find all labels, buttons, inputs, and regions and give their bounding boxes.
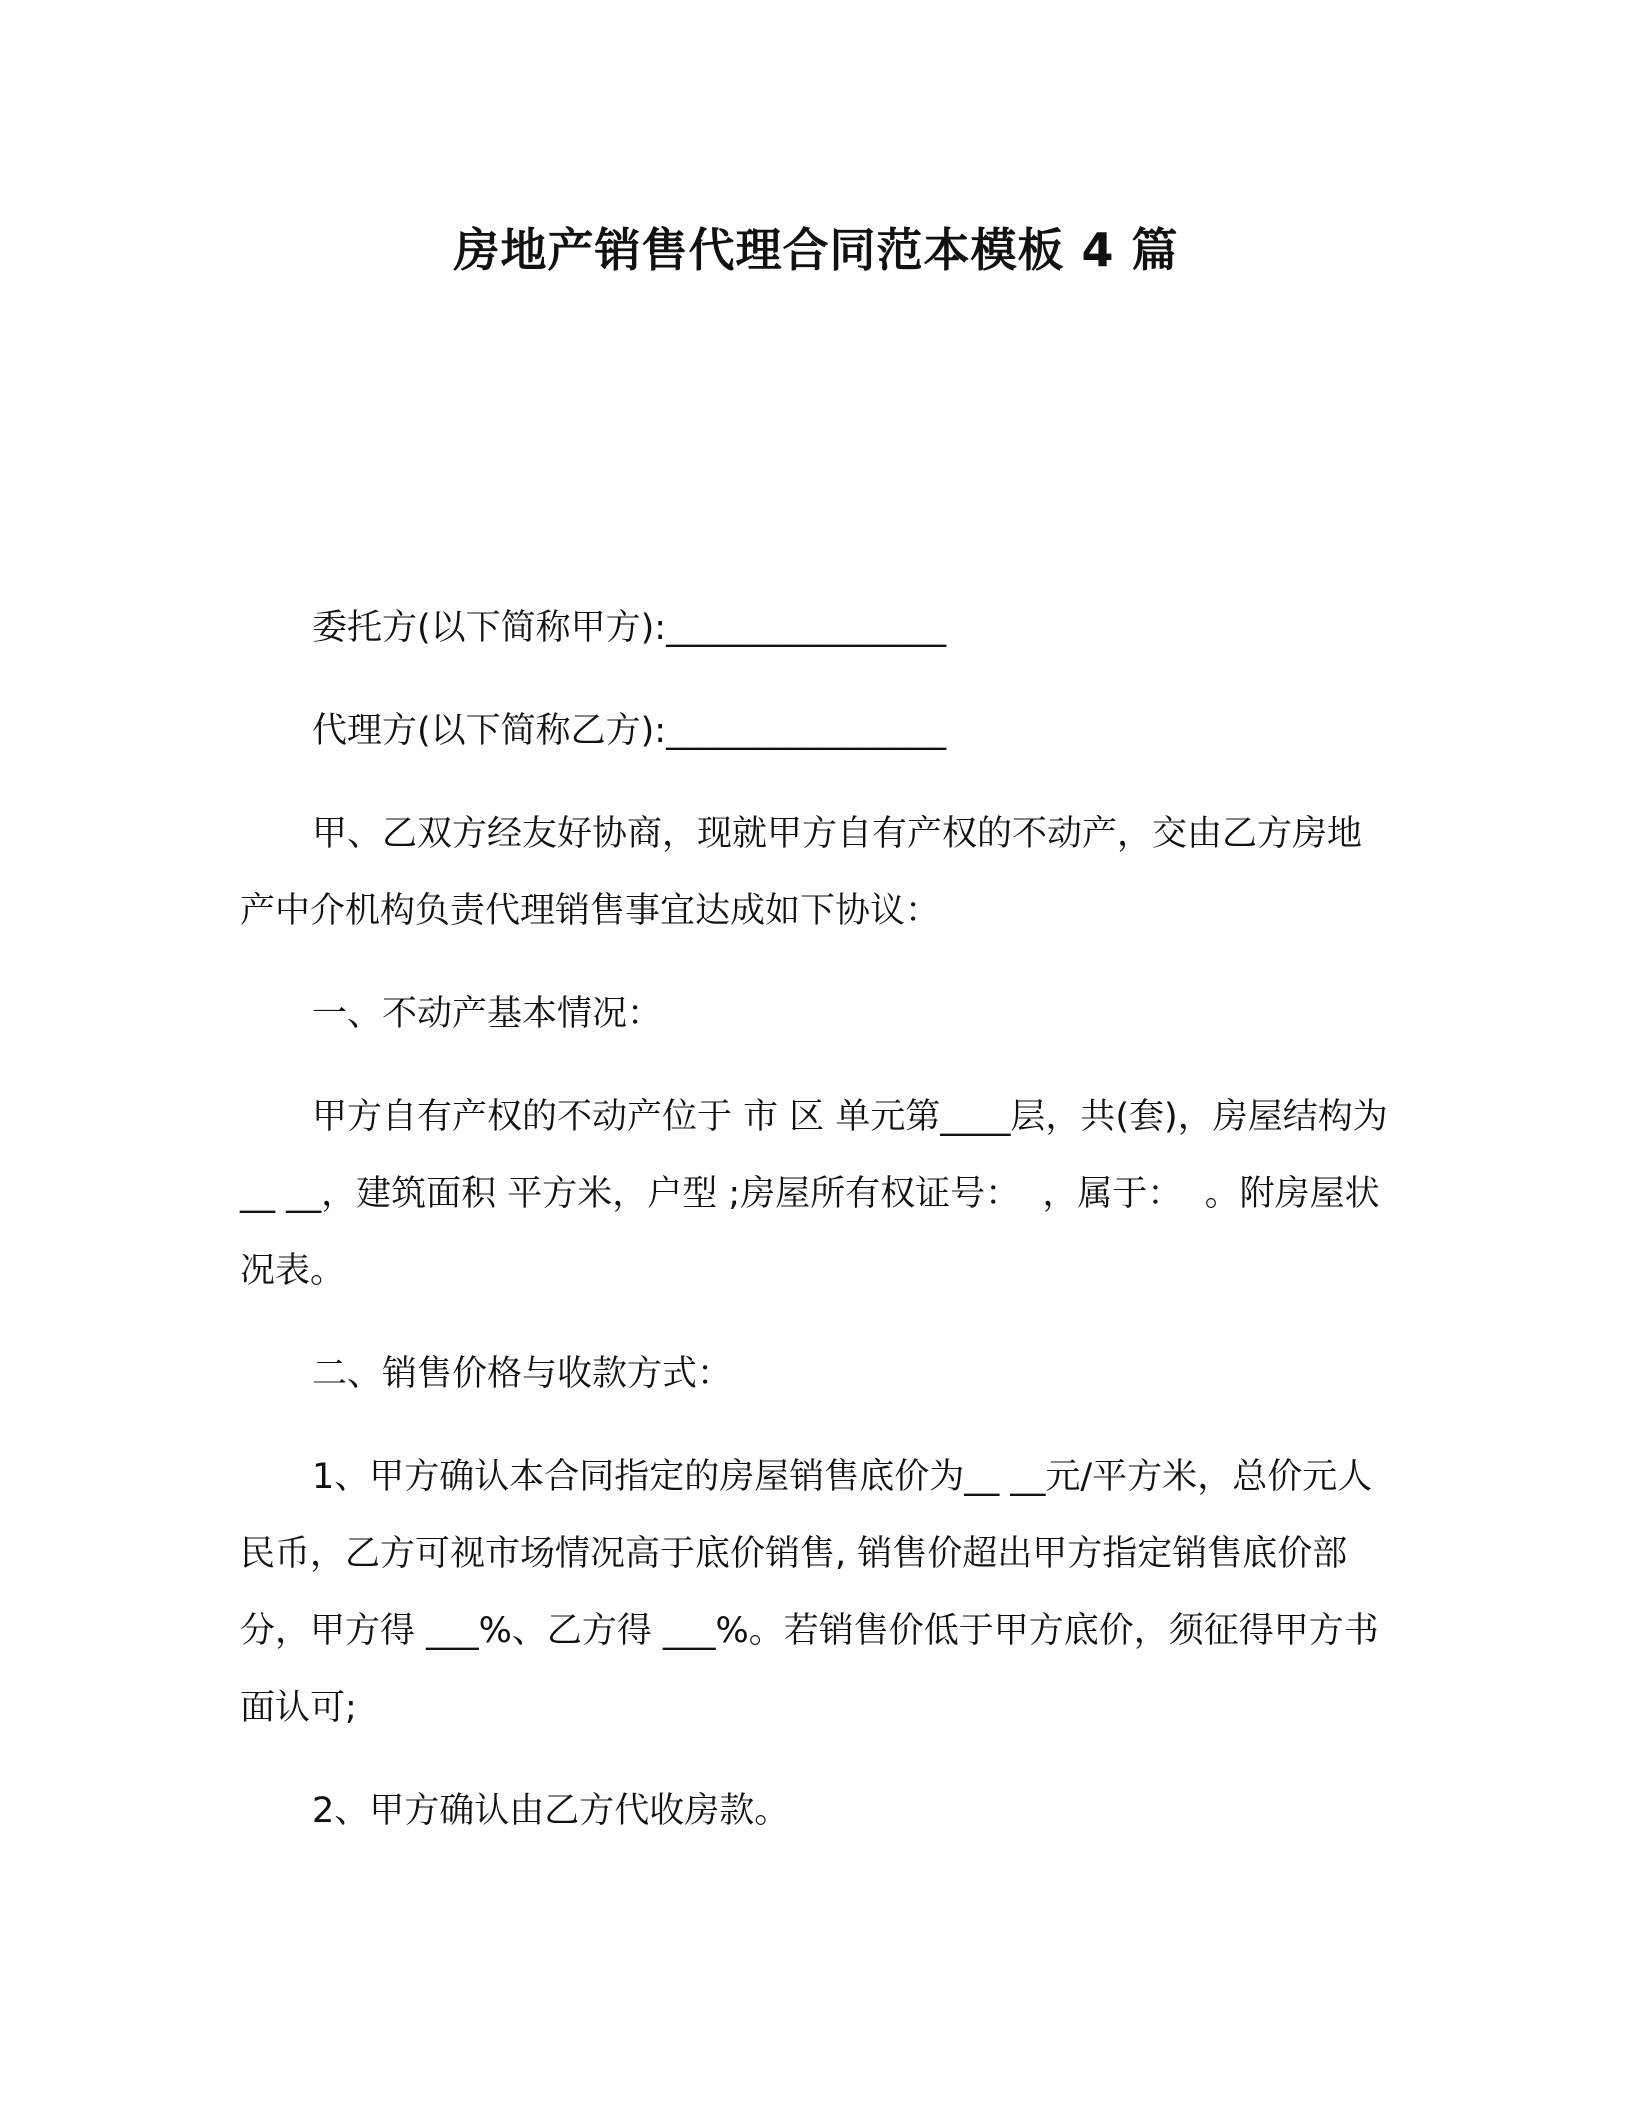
section-heading-property-info: 一、不动产基本情况： xyxy=(312,994,663,1034)
property-details-paragraph: 甲方自有产权的不动产位于 市 区 单元第____层，共(套)，房屋结构为__ __，建筑面积 平方米，户型 ;房屋所有权证号： ，属于： 。附房屋状况表。 xyxy=(240,1097,1388,1291)
agent-party-line: 代理方(以下简称乙方):________________ xyxy=(312,711,947,751)
document-title: 房地产销售代理合同范本模板 4 篇 xyxy=(453,223,1179,277)
clause-2-paragraph: 2、甲方确认由乙方代收房款。 xyxy=(312,1791,790,1831)
clause-1-paragraph: 1、甲方确认本合同指定的房屋销售底价为__ __元/平方米，总价元人民币，乙方可视市场情况高于底价销售, 销售价超出甲方指定销售底价部分，甲方得 ___%、乙方得 ___%。若销售价低于甲方底价，须征得甲方书面认可; xyxy=(240,1457,1379,1728)
section-heading-price-payment: 二、销售价格与收款方式： xyxy=(312,1354,733,1394)
principal-party-line: 委托方(以下简称甲方):________________ xyxy=(312,608,947,648)
agreement-intro-paragraph: 甲、乙双方经友好协商，现就甲方自有产权的不动产，交由乙方房地产中介机构负责代理销售事宜达成如下协议： xyxy=(240,814,1363,931)
document-body xyxy=(240,590,1392,1876)
